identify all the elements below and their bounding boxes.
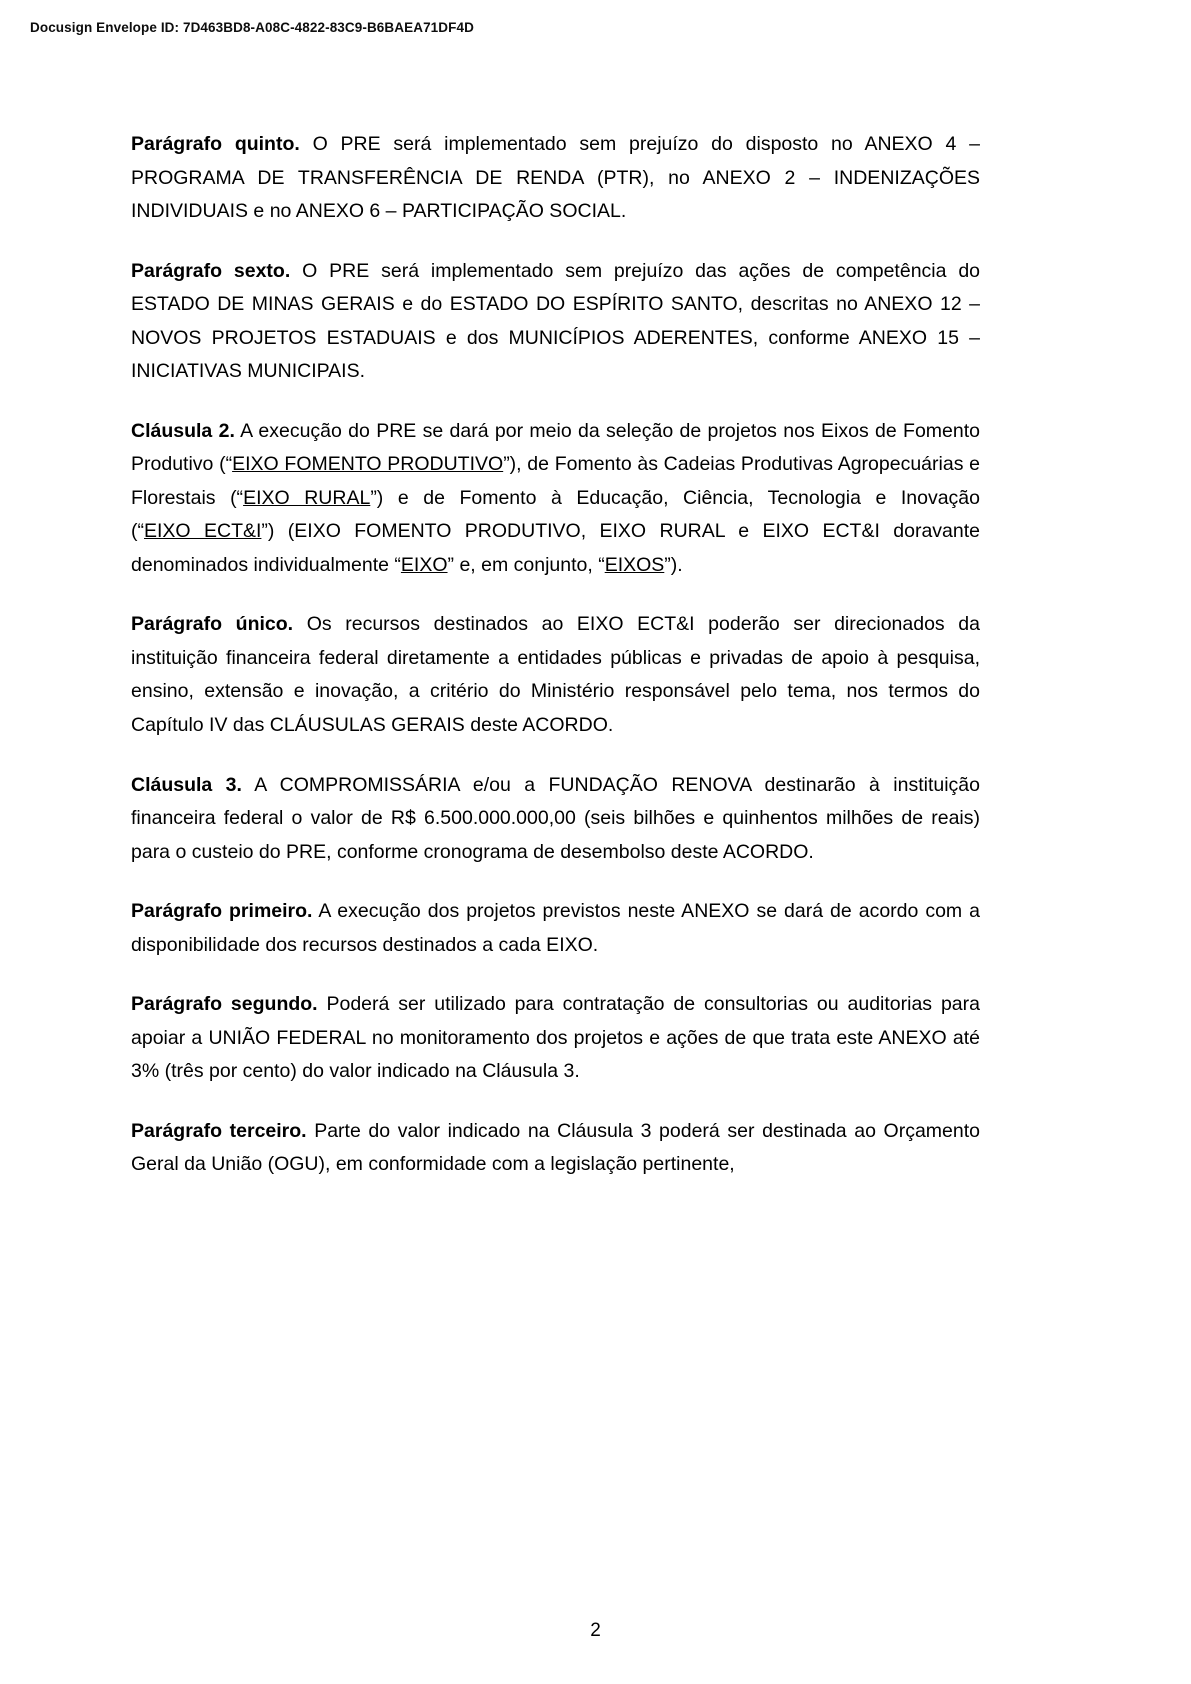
docusign-envelope-id: Docusign Envelope ID: 7D463BD8-A08C-4822-83C9-B6BAEA71DF4D — [30, 20, 474, 35]
paragraph-segundo — [131, 988, 980, 1089]
paragraph-sexto — [131, 255, 980, 389]
clausula-2-segment-6: ”). — [664, 553, 683, 576]
term-eixo: EIXO — [400, 553, 448, 576]
clausula-2-segment-2: ”), de Fomento às Cadeias Produtivas Agropecuárias e Florestais (“ — [131, 453, 980, 509]
clausula-2-segment-1: A execução do PRE se dará por meio da seleção de projetos nos Eixos de Fomento Produtivo (“ — [131, 419, 980, 476]
paragraph-lead-clausula-3: Cláusula 3. — [131, 773, 242, 796]
term-eixo-fomento-produtivo: EIXO FOMENTO PRODUTIVO — [232, 453, 504, 476]
paragraph-lead-quinto: Parágrafo quinto. — [131, 133, 300, 155]
paragraph-unico — [131, 608, 980, 742]
paragraph-lead-segundo: Parágrafo segundo. — [131, 993, 318, 1016]
paragraph-clausula-3 — [131, 769, 980, 870]
clausula-2-segment-4: ”) (EIXO FOMENTO PRODUTIVO, EIXO RURAL e EIXO ECT&I doravante denominados individualmente “ — [131, 520, 980, 576]
paragraph-text-primeiro: A execução dos projetos previstos neste ANEXO se dará de acordo com a disponibilidade dos recursos destinados a cada EIXO. — [131, 900, 981, 956]
paragraph-text-segundo: Poderá ser utilizado para contratação de consultorias ou auditorias para apoiar a UNIÃO FEDERAL no monitoramento dos projetos e ações de que trata este ANEXO até 3% (três por cento) do valor indicado na Cláusula 3. — [131, 993, 980, 1083]
paragraph-text-terceiro: Parte do valor indicado na Cláusula 3 poderá ser destinada ao Orçamento Geral da União (OGU), em conformidade com a legislação pertinente, — [131, 1119, 980, 1176]
page-number: 2 — [590, 1620, 601, 1641]
paragraph-lead-primeiro: Parágrafo primeiro. — [131, 900, 313, 923]
paragraph-lead-terceiro: Parágrafo terceiro. — [131, 1119, 307, 1142]
paragraph-text-unico: Os recursos destinados ao EIXO ECT&I poderão ser direcionados da instituição financeira federal diretamente a entidades públicas e privadas de apoio à pesquisa, ensino, extensão e inovação, a critério do Ministério responsável pelo tema, nos termos do Capítulo IV das CLÁUSULAS GERAIS deste ACORDO. — [131, 613, 980, 736]
paragraph-text-quinto: O PRE será implementado sem prejuízo do disposto no ANEXO 4 – PROGRAMA DE TRANSFERÊNCIA DE RENDA (PTR), no ANEXO 2 – INDENIZAÇÕES INDIVIDUAIS e no ANEXO 6 – PARTICIPAÇÃO SOCIAL. — [131, 133, 980, 223]
paragraph-lead-sexto: Parágrafo sexto. — [131, 259, 291, 282]
term-eixos: EIXOS — [604, 553, 665, 576]
paragraph-text-sexto: O PRE será implementado sem prejuízo das ações de competência do ESTADO DE MINAS GERAIS e do ESTADO DO ESPÍRITO SANTO, descritas no ANEXO 12 – NOVOS PROJETOS ESTADUAIS e dos MUNICÍPIOS ADERENTES, conforme ANEXO 15 – INICIATIVAS MUNICIPAIS. — [131, 259, 981, 383]
paragraph-terceiro — [131, 1115, 980, 1182]
paragraph-clausula-2 — [131, 415, 980, 583]
clausula-2-segment-5: ” e, em conjunto, “ — [447, 553, 605, 576]
document-body — [131, 128, 980, 1182]
paragraph-quinto — [131, 128, 980, 229]
paragraph-primeiro — [131, 895, 980, 962]
paragraph-lead-unico: Parágrafo único. — [131, 613, 294, 636]
term-eixo-rural: EIXO RURAL — [243, 486, 371, 509]
term-eixo-ecti: EIXO ECT&I — [144, 520, 262, 543]
paragraph-lead-clausula-2: Cláusula 2. — [131, 419, 235, 442]
paragraph-text-clausula-3: A COMPROMISSÁRIA e/ou a FUNDAÇÃO RENOVA destinarão à instituição financeira federal o valor de R$ 6.500.000.000,00 (seis bilhões e quinhentos milhões de reais) para o custeio do PRE, conforme cronograma de desembolso deste ACORDO. — [131, 773, 980, 863]
clausula-2-segment-3: ”) e de Fomento à Educação, Ciência, Tecnologia e Inovação (“ — [131, 486, 980, 543]
